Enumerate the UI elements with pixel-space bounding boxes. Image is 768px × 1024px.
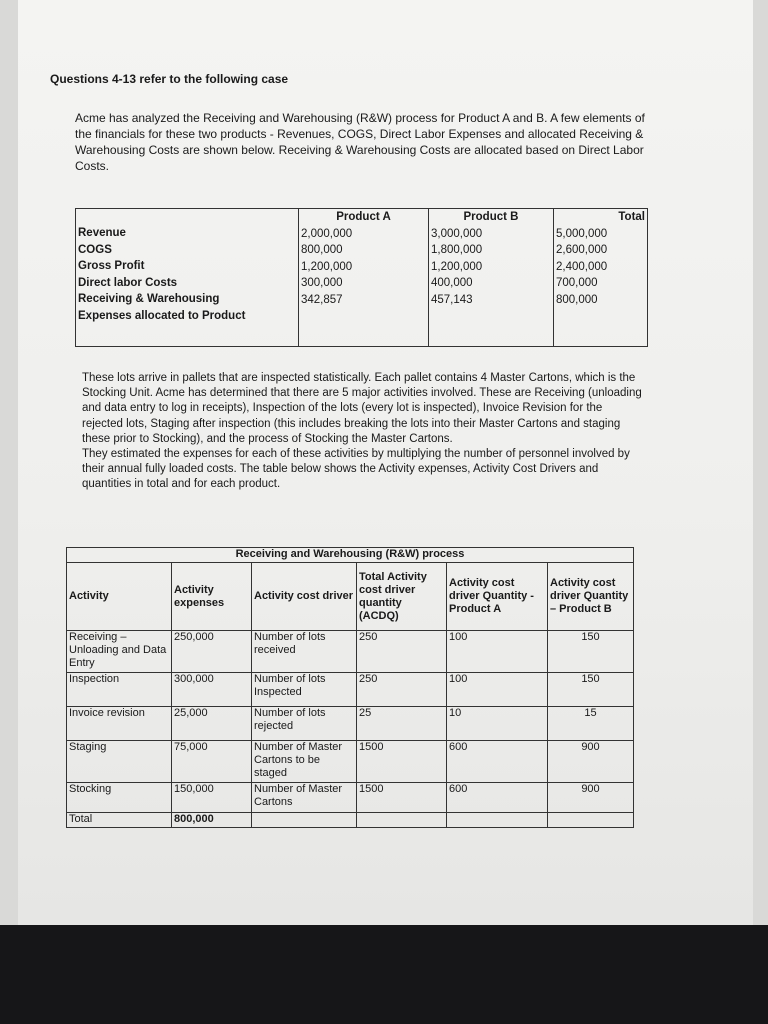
empty-cell <box>252 813 357 828</box>
header-activity: Activity <box>67 563 172 631</box>
expense-cell: 25,000 <box>172 707 252 741</box>
cell: 400,000 <box>431 277 473 289</box>
total-label: Total <box>67 813 172 828</box>
qty-b-cell: 150 <box>548 673 634 707</box>
activity-cell: Staging <box>67 741 172 783</box>
qty-b-cell: 150 <box>548 631 634 673</box>
cell: 1,200,000 <box>301 260 353 273</box>
cell: 800,000 <box>556 293 598 306</box>
rw-process-table <box>66 547 634 828</box>
activity-cell: Inspection <box>67 673 172 707</box>
qty-b-cell: 15 <box>548 707 634 741</box>
acdq-cell: 1500 <box>357 783 447 813</box>
header-expenses: Activity expenses <box>172 563 252 631</box>
expense-cell: 75,000 <box>172 741 252 783</box>
cell: 1,800,000 <box>431 244 483 256</box>
acdq-cell: 1500 <box>357 741 447 783</box>
header-acdq: Total Activity cost driver quantity (ACDQ) <box>357 563 447 631</box>
product-a-header: Product A <box>336 211 391 223</box>
acdq-cell: 250 <box>357 631 447 673</box>
qty-a-cell: 10 <box>447 707 548 741</box>
qty-a-cell: 100 <box>447 631 548 673</box>
rw-table-title: Receiving and Warehousing (R&W) process <box>67 548 634 563</box>
cell: 3,000,000 <box>431 227 483 240</box>
cell: 1,200,000 <box>431 260 483 273</box>
process-paragraph: These lots arrive in pallets that are inspected statistically. Each pallet contains 4 Master Cartons, which is the Stocking Unit. Acme has determined that there are 5 major activities involved. These are Receiving (unloading and data entry to log in receipts), Inspection of the lots (every lot is inspected), Invoice Revision for the rejected lots, Staging after inspection (this includes breaking the lots into their Master Cartons and staging these prior to Stocking), and the process of Stocking the Master Cartons. <box>82 372 642 445</box>
financials-table <box>75 208 648 347</box>
row-label: Direct labor Costs <box>78 276 178 289</box>
intro-paragraph: Acme has analyzed the Receiving and Warehousing (R&W) process for Product A and B. A few elements of the financials for these two products - Revenues, COGS, Direct Labor Expenses and allocated Receiving & Warehousing Costs are shown below. Receiving & Warehousing Costs are allocated based on Direct Labor Costs. <box>75 111 645 173</box>
header-driver: Activity cost driver <box>252 563 357 631</box>
driver-cell: Number of lots rejected <box>252 707 357 741</box>
cell: 2,000,000 <box>301 227 353 240</box>
empty-cell <box>357 813 447 828</box>
product-b-column <box>429 209 554 347</box>
header-qty-a: Activity cost driver Quantity - Product A <box>447 563 548 631</box>
dark-background <box>0 925 768 1024</box>
driver-cell: Number of Master Cartons to be staged <box>252 741 357 783</box>
row-label: Expenses allocated to Product <box>78 309 246 322</box>
activity-cell: Receiving – Unloading and Data Entry <box>67 631 172 673</box>
driver-cell: Number of lots received <box>252 631 357 673</box>
cell: 2,400,000 <box>556 260 608 273</box>
driver-cell: Number of Master Cartons <box>252 783 357 813</box>
financials-labels-cell <box>76 209 299 347</box>
expense-cell: 300,000 <box>172 673 252 707</box>
acdq-cell: 250 <box>357 673 447 707</box>
question-heading: Questions 4-13 refer to the following case <box>50 72 289 86</box>
cell: 300,000 <box>301 277 343 289</box>
qty-a-cell: 600 <box>447 741 548 783</box>
header-qty-b: Activity cost driver Quantity – Product B <box>548 563 634 631</box>
qty-a-cell: 600 <box>447 783 548 813</box>
acdq-cell: 25 <box>357 707 447 741</box>
row-label: Gross Profit <box>78 260 145 272</box>
empty-cell <box>548 813 634 828</box>
row-label: Receiving & Warehousing <box>78 293 220 305</box>
qty-b-cell: 900 <box>548 783 634 813</box>
product-a-column <box>299 209 429 347</box>
activity-cell: Stocking <box>67 783 172 813</box>
expense-cell: 250,000 <box>172 631 252 673</box>
cell: 700,000 <box>556 277 598 289</box>
activity-cell: Invoice revision <box>67 707 172 741</box>
qty-b-cell: 900 <box>548 741 634 783</box>
row-label: Revenue <box>78 227 126 239</box>
cell: 5,000,000 <box>556 227 608 240</box>
process-description <box>82 371 642 493</box>
process-paragraph-2: They estimated the expenses for each of these activities by multiplying the number of personnel involved by their annual fully loaded costs. The table below shows the Activity expenses, Activity Cost Drivers and quantities in total and for each product. <box>82 448 630 491</box>
cell: 342,857 <box>301 293 343 306</box>
empty-cell <box>447 813 548 828</box>
cell: 457,143 <box>431 293 473 306</box>
row-label: COGS <box>78 243 112 256</box>
cell: 800,000 <box>301 244 343 256</box>
total-header: Total <box>618 211 645 223</box>
driver-cell: Number of lots Inspected <box>252 673 357 707</box>
cell: 2,600,000 <box>556 244 608 256</box>
total-column <box>554 209 648 347</box>
total-value: 800,000 <box>172 813 252 828</box>
product-b-header: Product B <box>463 211 519 223</box>
qty-a-cell: 100 <box>447 673 548 707</box>
expense-cell: 150,000 <box>172 783 252 813</box>
